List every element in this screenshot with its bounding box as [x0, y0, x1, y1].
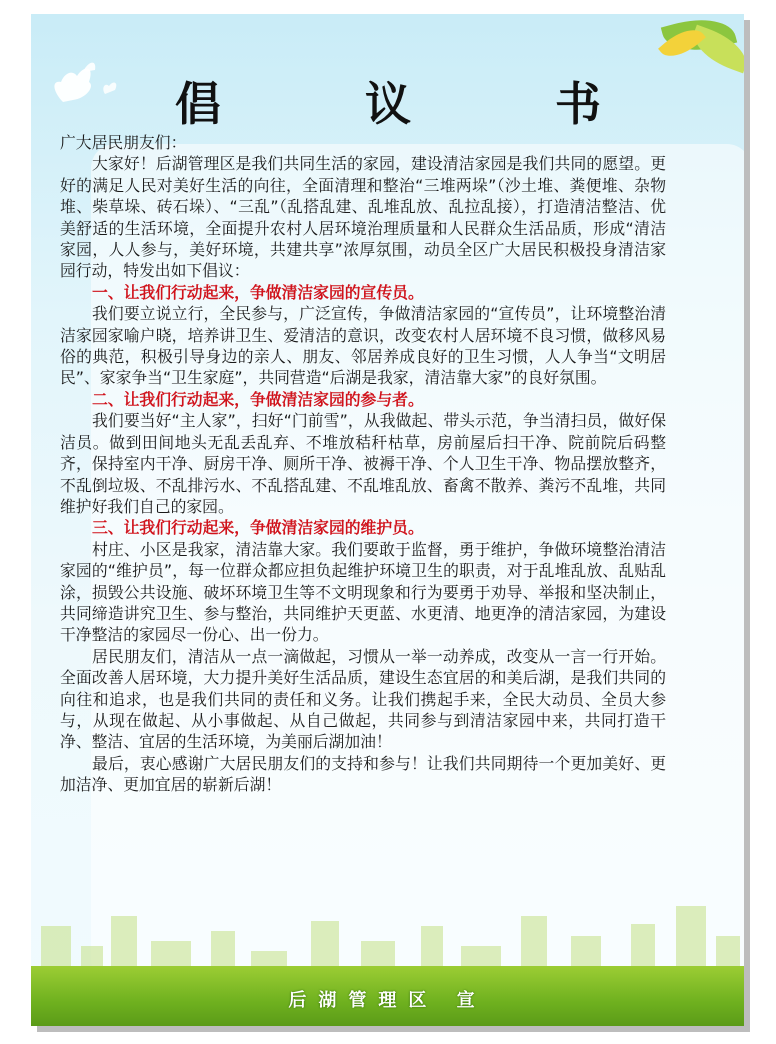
section-heading-1: 一、让我们行动起来，争做清洁家园的宣传员。 — [92, 282, 424, 302]
proposal-body — [60, 132, 666, 796]
section-heading-3: 三、让我们行动起来，争做清洁家园的维护员。 — [92, 518, 424, 538]
section-text-3: 村庄、小区是我家，清洁靠大家。我们要敢于监督，勇于维护，争做环境整治清洁家园的“维护员”，每一位群众都应担负起维护环境卫生的职责，对于乱堆乱放、乱贴乱涂，损毁公共设施、破坏环境卫生等不文明现象和行为要勇于劝导、举报和坚决制止，共同缔造讲究卫生、参与整治，共同维护天更蓝、水更清、地更净的清洁家园，为建设干净整洁的家园尽一份心、出一份力。 — [60, 539, 666, 645]
closing-paragraph-1: 居民朋友们，清洁从一点一滴做起，习惯从一举一动养成，改变从一言一行开始。全面改善人居环境，大力提升美好生活品质，建设生态宜居的和美后湖，是我们共同的向往和追求，也是我们共同的责任和义务。让我们携起手来，全民大动员、全员大参与，从现在做起、从小事做起、从自己做起，共同参与到清洁家园中来，共同打造干净、整洁、宜居的生活环境，为美丽后湖加油！ — [60, 646, 666, 752]
section-text-2: 我们要当好“主人家”，扫好“门前雪”，从我做起、带头示范，争当清扫员，做好保洁员。做到田间地头无乱丢乱弃、不堆放秸秆枯草，房前屋后扫干净、院前院后码整齐，保持室内干净、厨房干净、厕所干净、被褥干净、个人卫生干净、物品摆放整齐，不乱倒垃圾、不乱排污水、不乱搭乱建、不乱堆乱放、畜禽不散养、粪污不乱堆，共同维护好我们自己的家园。 — [60, 411, 666, 516]
closing-paragraph-2: 最后，衷心感谢广大居民朋友们的支持和参与！让我们共同期待一个更加美好、更加洁净、更加宜居的崭新后湖！ — [60, 753, 666, 795]
greeting: 广大居民朋友们： — [60, 133, 187, 152]
issuer-footer: 后湖管理区 宣 — [288, 990, 487, 1011]
page-title: 倡 议 书 — [174, 77, 666, 131]
section-text-1: 我们要立说立行，全民参与，广泛宣传，争做清洁家园的“宣传员”，让环境整治清洁家园家喻户晓，培养讲卫生、爱清洁的意识，改变农村人居环境不良习惯，做移风易俗的典范，积极引导身边的亲人、朋友、邻居养成良好的卫生习惯，人人争当“文明居民”、家家争当“卫生家庭”，共同营造“后湖是我家，清洁靠大家”的良好氛围。 — [60, 304, 666, 388]
intro-paragraph: 大家好！后湖管理区是我们共同生活的家园，建设清洁家园是我们共同的愿望。更好的满足人民对美好生活的向往，全面清理和整治“三堆两垛”（沙土堆、粪便堆、杂物堆、柴草垛、砖石垛）、“三乱”（乱搭乱建、乱堆乱放、乱拉乱接），打造清洁整洁、优美舒适的生活环境，全面提升农村人居环境治理质量和人民群众生活品质，形成“清洁家园，人人参与，美好环境，共建共享”浓厚氛围，动员全区广大居民积极投身清洁家园行动，特发出如下倡议： — [60, 154, 666, 281]
section-heading-2: 二、让我们行动起来，争做清洁家园的参与者。 — [92, 389, 424, 409]
